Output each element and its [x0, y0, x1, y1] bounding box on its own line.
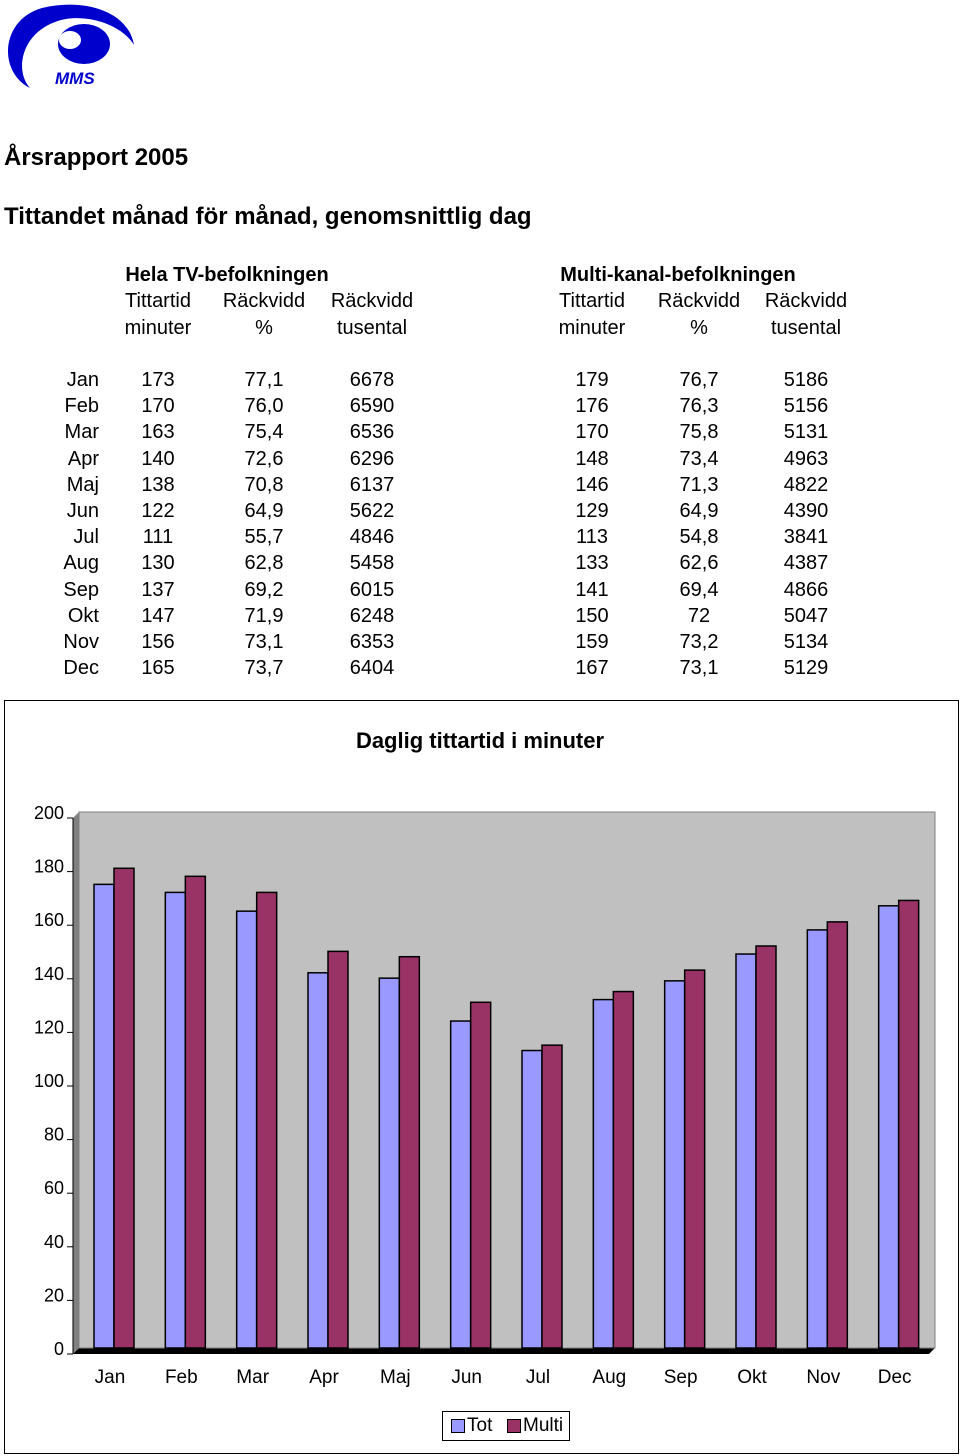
table-cell: 163: [141, 421, 175, 444]
table-cell: 138: [141, 473, 175, 496]
legend-label-tot: Tot: [467, 1415, 493, 1436]
table-cell: 4822: [783, 473, 829, 496]
table-cell: 62,8: [244, 552, 284, 575]
table-cell: 6353: [349, 631, 395, 653]
table-cell: 133: [575, 552, 609, 575]
row-month: Jul: [73, 526, 99, 549]
table-cell: 173: [141, 369, 175, 391]
row-month: Jun: [66, 500, 99, 522]
table-cell: 71,3: [679, 473, 719, 496]
x-tick-label: Jul: [525, 1367, 551, 1388]
page-subtitle: Tittandet månad för månad, genomsnittlig dag: [4, 203, 532, 230]
table-cell: 148: [575, 447, 609, 470]
table-cell: 156: [141, 631, 175, 653]
column-header: Tittartid: [125, 290, 191, 312]
table-cell: 70,8: [244, 473, 284, 496]
table-cell: 5156: [783, 395, 829, 418]
table-cell: 5186: [783, 369, 829, 391]
table-cell: 64,9: [244, 500, 284, 522]
table-cell: 5129: [783, 657, 829, 680]
x-tick-label: Feb: [164, 1367, 198, 1388]
bar-tot-jun: [451, 1021, 471, 1348]
table-cell: 75,8: [679, 421, 719, 444]
table-cell: 6015: [349, 578, 395, 601]
table-cell: 6536: [349, 421, 395, 444]
bar-multi-jul: [542, 1045, 562, 1348]
row-month: Sep: [63, 578, 99, 601]
table-cell: 55,7: [244, 526, 284, 549]
table-cell: 6296: [349, 447, 395, 470]
bar-tot-maj: [379, 978, 399, 1348]
column-unit: tusental: [336, 317, 408, 339]
row-month: Maj: [66, 473, 99, 496]
bar-tot-jan: [94, 884, 114, 1348]
y-tick-label: 120: [33, 1017, 64, 1038]
table-cell: 5131: [783, 421, 829, 444]
table-cell: 170: [141, 395, 175, 418]
table-cell: 130: [141, 552, 175, 575]
bar-multi-mar: [257, 892, 277, 1348]
table-cell: 5458: [349, 552, 395, 575]
table-cell: 146: [575, 473, 609, 496]
table-cell: 76,0: [244, 395, 284, 418]
x-tick-label: Nov: [806, 1367, 841, 1388]
bar-tot-nov: [807, 930, 827, 1348]
y-tick-label: 140: [33, 963, 64, 984]
table-cell: 6137: [349, 473, 395, 496]
bar-multi-sep: [685, 970, 705, 1348]
x-tick-label: Apr: [309, 1367, 339, 1388]
bar-tot-sep: [665, 981, 685, 1348]
bar-multi-dec: [899, 900, 919, 1348]
chart-legend: [442, 1411, 570, 1441]
table-cell: 111: [142, 526, 174, 549]
column-unit: %: [255, 317, 273, 339]
table-cell: 69,2: [244, 578, 284, 601]
table-cell: 122: [141, 500, 175, 522]
chart-title: Daglig tittartid i minuter: [355, 728, 605, 753]
y-tick-label: 60: [43, 1178, 64, 1199]
x-tick-label: Mar: [236, 1367, 270, 1388]
table-cell: 73,1: [679, 657, 719, 680]
table-cell: 4846: [349, 526, 395, 549]
table-cell: 113: [576, 526, 608, 549]
y-tick-label: 80: [43, 1124, 64, 1145]
table-cell: 73,7: [244, 657, 284, 680]
table-cell: 72: [687, 604, 711, 627]
table-cell: 5047: [783, 604, 829, 627]
table-cell: 54,8: [679, 526, 719, 549]
bar-tot-feb: [165, 892, 185, 1348]
column-unit: minuter: [558, 317, 626, 339]
table-cell: 129: [575, 500, 609, 522]
table-cell: 3841: [783, 526, 829, 549]
table-cell: 62,6: [679, 552, 719, 575]
bar-tot-mar: [237, 911, 257, 1348]
table-cell: 137: [141, 578, 175, 601]
column-header: Räckvidd: [330, 290, 414, 312]
bar-multi-jun: [471, 1002, 491, 1348]
table-cell: 4387: [783, 552, 829, 575]
bar-multi-jan: [114, 868, 134, 1348]
table-cell: 76,3: [679, 395, 719, 418]
logo-text: MMS: [55, 69, 95, 88]
x-tick-label: Okt: [737, 1367, 767, 1388]
plot-side-wall: [73, 812, 79, 1354]
bar-multi-okt: [756, 946, 776, 1348]
bar-multi-maj: [399, 957, 419, 1348]
row-month: Dec: [63, 657, 99, 680]
table-cell: 76,7: [679, 369, 719, 391]
x-tick-label: Aug: [592, 1367, 627, 1388]
x-tick-label: Jan: [94, 1367, 126, 1388]
table-cell: 4963: [783, 447, 829, 470]
legend-swatch-multi: [507, 1419, 521, 1433]
report-title: Årsrapport 2005: [4, 144, 189, 171]
y-tick-label: 40: [43, 1231, 64, 1252]
row-month: Nov: [63, 631, 99, 653]
x-tick-label: Maj: [380, 1367, 411, 1388]
table-cell: 73,1: [244, 631, 284, 653]
bar-multi-aug: [613, 992, 633, 1348]
table-cell: 77,1: [244, 369, 284, 391]
table-cell: 73,2: [679, 631, 719, 653]
plot-floor: [73, 1348, 935, 1354]
table-cell: 6248: [349, 604, 395, 627]
bar-tot-dec: [879, 906, 899, 1348]
table-cell: 4390: [783, 500, 829, 522]
column-unit: tusental: [770, 317, 842, 339]
group-title: Multi-kanal-befolkningen: [560, 264, 796, 286]
legend-label-multi: Multi: [523, 1415, 564, 1436]
bar-multi-nov: [827, 922, 847, 1348]
y-tick-label: 160: [33, 910, 64, 931]
y-tick-label: 100: [33, 1071, 64, 1091]
table-cell: 167: [575, 657, 609, 680]
table-cell: 150: [575, 604, 609, 627]
table-cell: 140: [141, 447, 175, 470]
bar-tot-okt: [736, 954, 756, 1348]
table-cell: 4866: [783, 578, 829, 601]
table-cell: 69,4: [679, 578, 719, 601]
table-cell: 5134: [783, 631, 829, 653]
column-header: Räckvidd: [222, 290, 306, 312]
group-title: Hela TV-befolkningen: [125, 264, 329, 286]
row-month: Okt: [67, 604, 99, 627]
row-month: Jan: [66, 369, 99, 391]
bar-tot-aug: [593, 1000, 613, 1348]
y-tick-label: 0: [53, 1339, 64, 1359]
table-cell: 6678: [349, 369, 395, 391]
table-cell: 75,4: [244, 421, 284, 444]
table-cell: 72,6: [244, 447, 284, 470]
table-cell: 179: [575, 369, 609, 391]
x-tick-label: Jun: [451, 1367, 482, 1388]
row-month: Feb: [64, 395, 99, 418]
column-header: Räckvidd: [657, 290, 741, 312]
y-tick-label: 20: [43, 1285, 64, 1306]
table-cell: 147: [141, 604, 175, 627]
table-cell: 141: [575, 578, 609, 601]
row-month: Aug: [63, 552, 99, 575]
column-unit: %: [690, 317, 708, 339]
table-cell: 170: [575, 421, 609, 444]
table-cell: 165: [141, 657, 175, 680]
table-cell: 176: [575, 395, 609, 418]
bar-tot-jul: [522, 1051, 542, 1348]
table-cell: 159: [575, 631, 609, 653]
y-tick-label: 200: [33, 803, 64, 823]
column-header: Tittartid: [559, 290, 625, 312]
legend-swatch-tot: [451, 1419, 465, 1433]
y-tick-label: 180: [33, 856, 64, 877]
table-cell: 6404: [349, 657, 395, 680]
row-month: Mar: [64, 421, 99, 444]
table-cell: 64,9: [679, 500, 719, 522]
row-month: Apr: [67, 447, 99, 470]
table-cell: 73,4: [679, 447, 719, 470]
table-cell: 6590: [349, 395, 395, 418]
column-header: Räckvidd: [764, 290, 848, 312]
x-tick-label: Dec: [877, 1367, 912, 1388]
bar-multi-feb: [185, 876, 205, 1348]
x-tick-label: Sep: [663, 1367, 698, 1388]
table-cell: 71,9: [244, 604, 284, 627]
table-cell: 5622: [349, 500, 395, 522]
bar-tot-apr: [308, 973, 328, 1348]
bar-multi-apr: [328, 951, 348, 1348]
column-unit: minuter: [124, 317, 192, 339]
